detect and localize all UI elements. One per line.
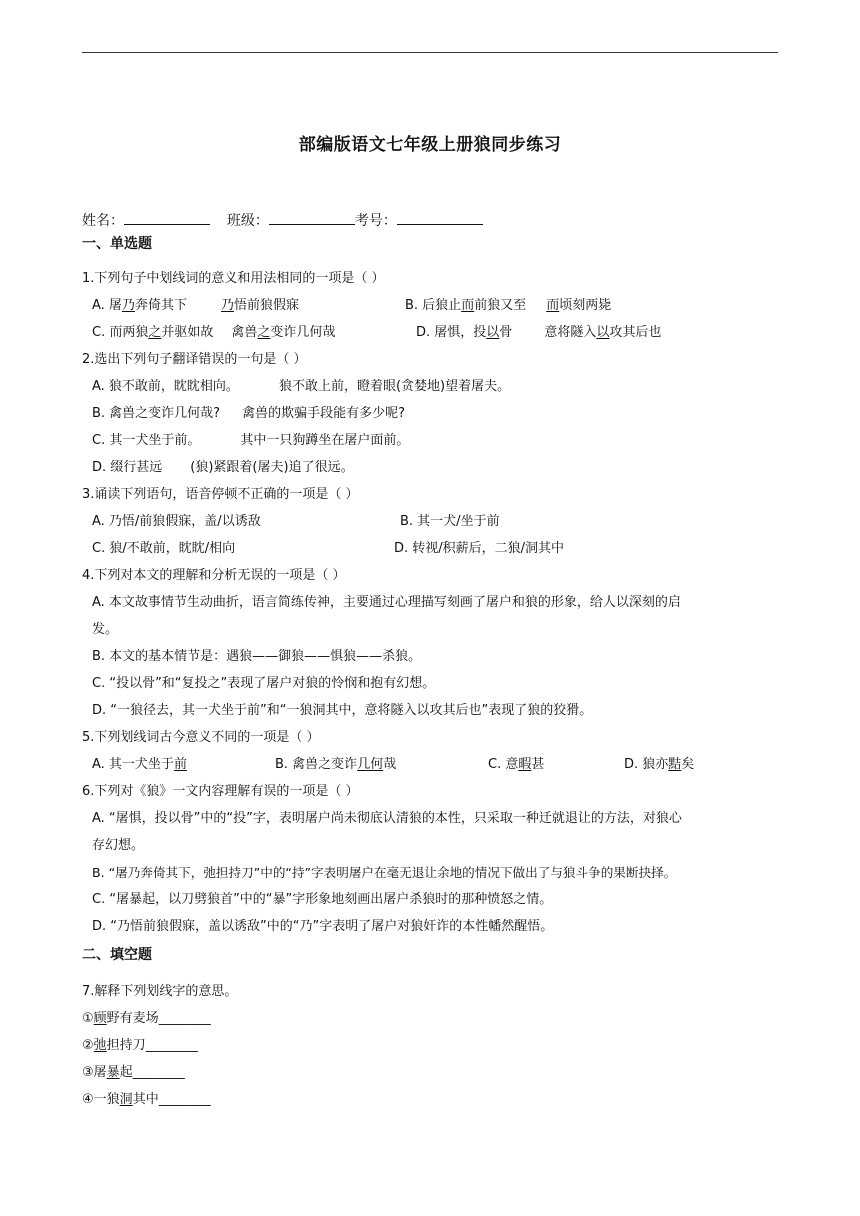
option-text: 意将隧入: [544, 325, 597, 340]
question-7-stem: 7.解释下列划线字的意思。: [82, 984, 238, 999]
question-2-stem: 2.选出下列句子翻译错误的一句是（ ）: [82, 352, 307, 367]
q3-option-d[interactable]: D. 转视/积薪后，二狼/洞其中: [394, 541, 565, 556]
option-text: A. 狼不敢前，眈眈相向。: [92, 379, 239, 394]
option-text: 甚: [531, 757, 545, 772]
item-text: 起: [119, 1065, 133, 1080]
q4-option-a[interactable]: A. 本文故事情节生动曲折，语言简练传神，主要通过心理描写刻画了屠户和狼的形象，给人以深刻的启: [92, 595, 681, 610]
underlined-word: 弛: [93, 1038, 107, 1053]
option-text: 并驱如故: [161, 325, 214, 340]
option-text: 顷刻两毙: [559, 298, 612, 313]
option-text: 禽兽: [231, 325, 258, 340]
question-5-stem: 5.下列划线词古今意义不同的一项是（ ）: [82, 730, 320, 745]
q3-option-b[interactable]: B. 其一犬/坐于前: [400, 514, 500, 529]
q4-option-c[interactable]: C. “投以骨”和“复投之”表现了屠户对狼的怜悯和抱有幻想。: [92, 676, 436, 691]
option-text: 变诈几何哉: [270, 325, 336, 340]
number-label: 考号：: [354, 213, 397, 229]
option-translation: 禽兽的欺骗手段能有多少呢?: [242, 406, 405, 421]
underlined-word: 暇: [518, 757, 532, 772]
option-translation: 狼不敢上前，瞪着眼(贪婪地)望着屠夫。: [278, 379, 511, 394]
q1-option-a[interactable]: [92, 297, 299, 315]
question-1-stem: 1.下列句子中划线词的意义和用法相同的一项是（ ）: [82, 271, 385, 286]
name-label: 姓名：: [82, 213, 124, 229]
q1-option-c[interactable]: [92, 324, 335, 342]
answer-blank[interactable]: ________: [158, 1011, 211, 1026]
q5-option-a[interactable]: [92, 756, 187, 774]
item-number: ③: [82, 1065, 94, 1080]
option-text: 骨: [499, 325, 513, 340]
q5-option-c[interactable]: [488, 756, 544, 774]
underlined-word: 顾: [93, 1011, 107, 1026]
q6-option-a-cont: 存幻想。: [92, 838, 145, 853]
option-text: B. 后狼止: [405, 298, 462, 313]
option-text: A. 其一犬坐于: [92, 757, 174, 772]
underlined-word: 之: [257, 325, 271, 340]
option-text: 奔倚其下: [134, 298, 187, 313]
option-text: C. 意: [488, 757, 519, 772]
option-text: B. 禽兽之变诈几何哉?: [92, 406, 221, 421]
name-field[interactable]: [124, 210, 210, 225]
item-text: 其中: [132, 1092, 159, 1107]
number-field[interactable]: [397, 210, 483, 225]
q5-option-d[interactable]: [624, 756, 694, 774]
answer-blank[interactable]: ________: [158, 1092, 211, 1107]
underlined-word: 前: [173, 757, 187, 772]
item-number: ①: [82, 1011, 94, 1026]
q6-option-b[interactable]: B. “屠乃奔倚其下，弛担持刀”中的“持”字表明屠户在毫无退让余地的情况下做出了与狼斗争的果断抉择。: [92, 865, 677, 880]
answer-blank[interactable]: ________: [132, 1065, 185, 1080]
option-translation: 其中一只狗蹲坐在屠户面前。: [240, 433, 410, 448]
option-translation: (狼)紧跟着(屠夫)追了很远。: [190, 460, 354, 475]
q6-option-c[interactable]: C. “屠暴起，以刀劈狼首”中的“暴”字形象地刻画出屠户杀狼时的那种愤怒之情。: [92, 892, 553, 907]
q2-option-d[interactable]: [92, 459, 354, 477]
student-info-row: [82, 210, 483, 230]
question-3-stem: 3.诵读下列语句，语音停顿不正确的一项是（ ）: [82, 487, 359, 502]
question-4-stem: 4.下列对本文的理解和分析无误的一项是（ ）: [82, 568, 346, 583]
item-text: 担持刀: [106, 1038, 146, 1053]
class-label: 班级：: [226, 213, 269, 229]
question-6-stem: 6.下列对《狼》一文内容理解有误的一项是（ ）: [82, 784, 359, 799]
item-text: 屠: [93, 1065, 107, 1080]
q7-item-3: [82, 1064, 185, 1082]
option-text: C. 而两狼: [92, 325, 149, 340]
q2-option-a[interactable]: [92, 378, 510, 396]
top-rule: [82, 52, 778, 53]
option-text: 矣: [681, 757, 695, 772]
option-text: 攻其后也: [609, 325, 662, 340]
q1-option-d[interactable]: [416, 324, 661, 342]
q3-option-c[interactable]: C. 狼/不敢前，眈眈/相向: [92, 541, 236, 556]
option-text: D. 屠惧，投: [416, 325, 487, 340]
item-text: 野有麦场: [106, 1011, 159, 1026]
underlined-word: 而: [546, 298, 560, 313]
q7-item-4: [82, 1091, 211, 1109]
underlined-word: 黠: [668, 757, 682, 772]
q4-option-d[interactable]: D. “一狼径去，其一犬坐于前”和“一狼洞其中，意将隧入以攻其后也”表现了狼的狡猾。: [92, 703, 593, 718]
option-text: B. 禽兽之变诈: [275, 757, 358, 772]
q4-option-b[interactable]: B. 本文的基本情节是：遇狼——御狼——惧狼——杀狼。: [92, 649, 422, 664]
option-text: A. 屠: [92, 298, 122, 313]
answer-blank[interactable]: ________: [145, 1038, 198, 1053]
section-heading-fill: 二、填空题: [82, 947, 152, 963]
option-text: D. 缀行甚远: [92, 460, 163, 475]
q2-option-c[interactable]: [92, 432, 409, 450]
class-field[interactable]: [269, 210, 355, 225]
q6-option-d[interactable]: D. “乃悟前狼假寐，盖以诱敌”中的“乃”字表明了屠户对狼奸诈的本性幡然醒悟。: [92, 919, 554, 934]
option-text: 前狼又至: [474, 298, 527, 313]
underlined-word: 洞: [119, 1092, 133, 1107]
option-text: 哉: [383, 757, 397, 772]
underlined-word: 几何: [357, 757, 384, 772]
underlined-word: 暴: [106, 1065, 120, 1080]
underlined-word: 以: [596, 325, 610, 340]
q3-option-a[interactable]: A. 乃悟/前狼假寐，盖/以诱敌: [92, 514, 261, 529]
q6-option-a[interactable]: A. “屠惧，投以骨”中的“投”字，表明屠户尚未彻底认清狼的本性，只采取一种迁就退让的方法，对狼心: [92, 811, 682, 826]
q2-option-b[interactable]: [92, 405, 405, 423]
item-text: 一狼: [93, 1092, 120, 1107]
underlined-word: 乃: [121, 298, 135, 313]
option-text: 悟前狼假寐: [233, 298, 299, 313]
option-text: C. 其一犬坐于前。: [92, 433, 201, 448]
q1-option-b[interactable]: [405, 297, 611, 315]
q7-item-1: [82, 1010, 211, 1028]
item-number: ④: [82, 1092, 94, 1107]
page-title: 部编版语文七年级上册狼同步练习: [298, 135, 562, 155]
option-text: D. 狼亦: [624, 757, 669, 772]
section-heading-choice: 一、单选题: [82, 236, 152, 252]
q5-option-b[interactable]: [275, 756, 396, 774]
q4-option-a-cont: 发。: [92, 622, 119, 637]
q7-item-2: [82, 1037, 198, 1055]
underlined-word: 之: [148, 325, 162, 340]
underlined-word: 而: [461, 298, 475, 313]
underlined-word: 乃: [220, 298, 234, 313]
underlined-word: 以: [486, 325, 500, 340]
item-number: ②: [82, 1038, 94, 1053]
